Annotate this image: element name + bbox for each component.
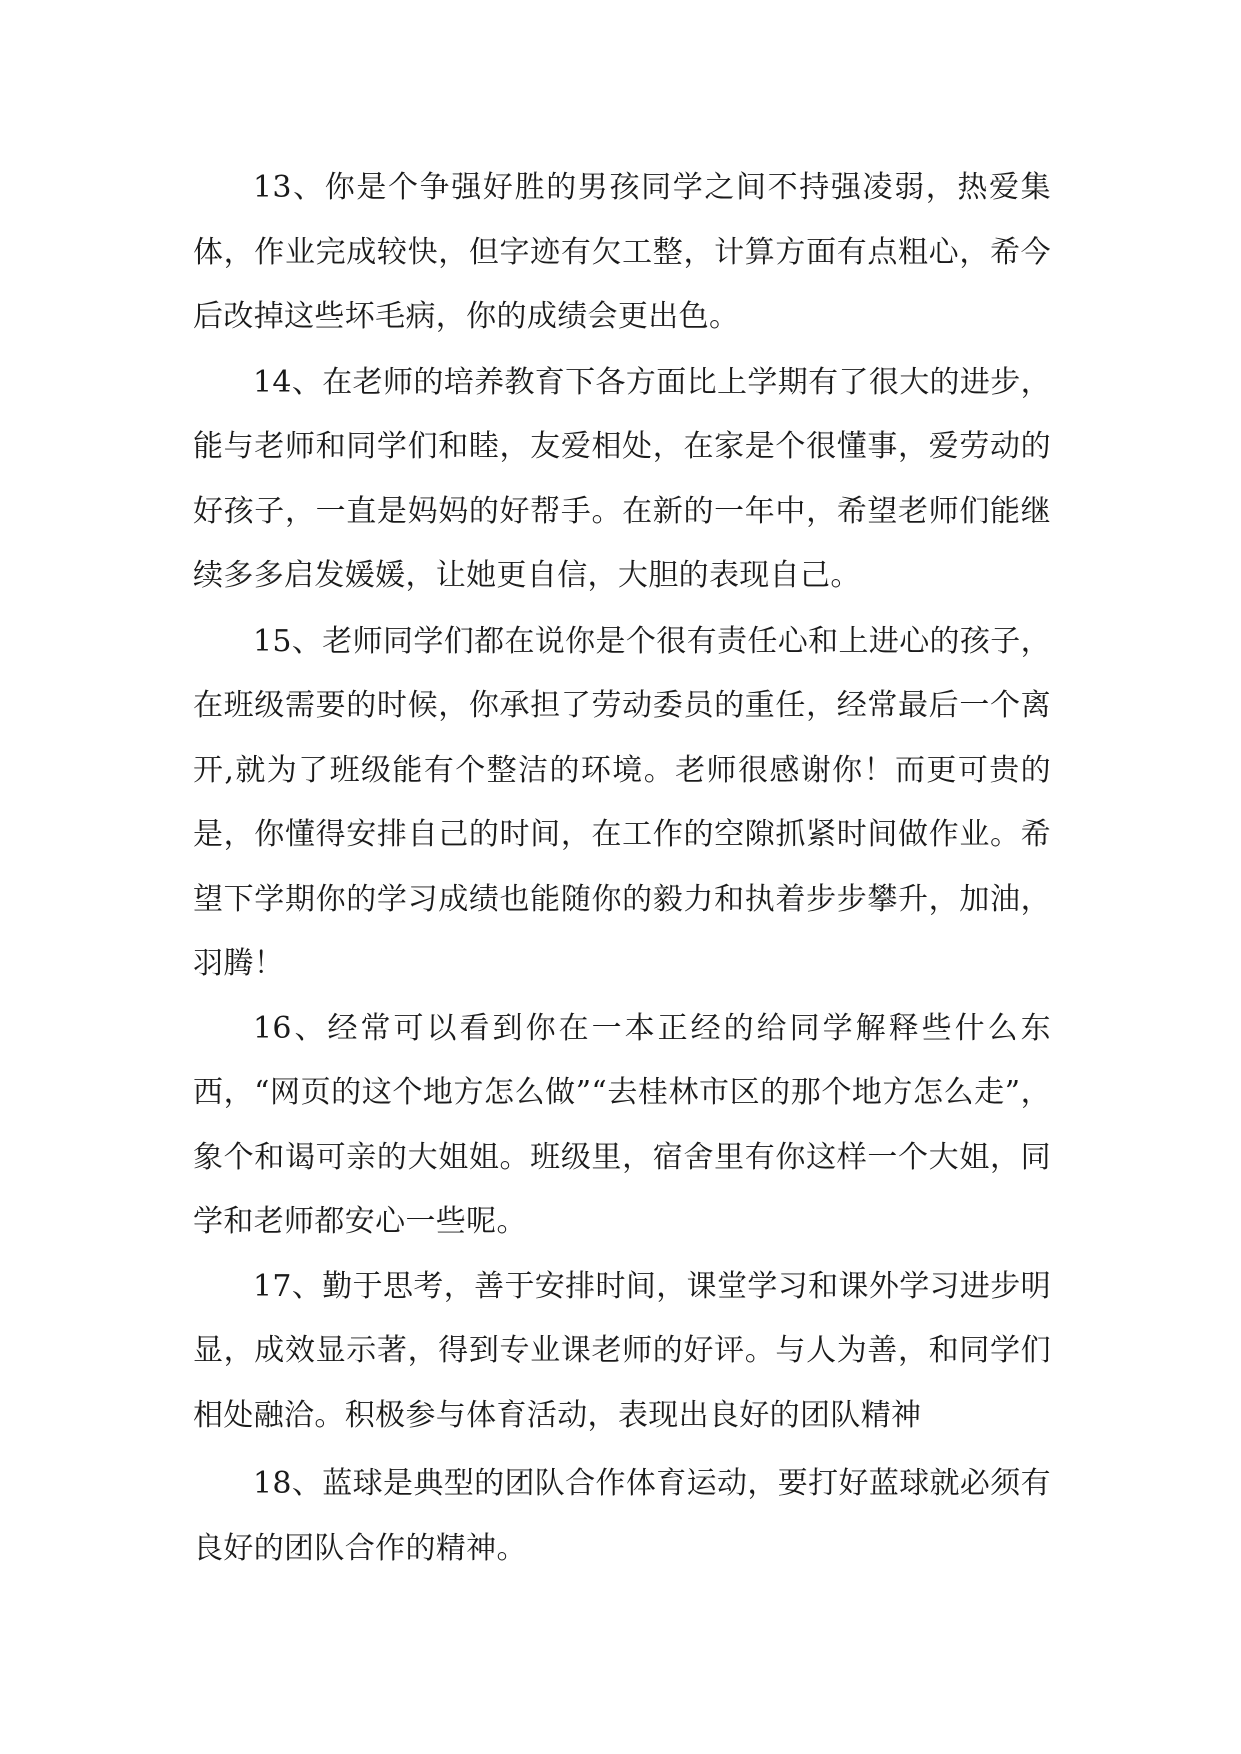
paragraph-13: 13、你是个争强好胜的男孩同学之间不持强凌弱，热爱集体，作业完成较快，但字迹有欠工整，计算方面有点粗心，希今后改掉这些坏毛病，你的成绩会更出色。 — [193, 170, 1051, 334]
paragraph-14: 14、在老师的培养教育下各方面比上学期有了很大的进步，能与老师和同学们和睦，友爱相处，在家是个很懂事，爱劳动的好孩子，一直是妈妈的好帮手。在新的一年中，希望老师们能继续多多启发媛媛，让她更自信，大胆的表现自己。 — [193, 364, 1051, 593]
paragraph-15: 15、老师同学们都在说你是个很有责任心和上进心的孩子，在班级需要的时候，你承担了劳动委员的重任，经常最后一个离开,就为了班级能有个整洁的环境。老师很感谢你！而更可贵的是，你懂得安排自己的时间，在工作的空隙抓紧时间做作业。希望下学期你的学习成绩也能随你的毅力和执着步步攀升，加油，羽腾！ — [193, 623, 1051, 981]
paragraph-16: 16、经常可以看到你在一本正经的给同学解释些什么东西，“网页的这个地方怎么做”“去桂林市区的那个地方怎么走”，象个和谒可亲的大姐姐。班级里，宿舍里有你这样一个大姐，同学和老师都安心一些呢。 — [193, 1010, 1051, 1239]
paragraph-18: 18、蓝球是典型的团队合作体育运动，要打好蓝球就必须有良好的团队合作的精神。 — [193, 1466, 1051, 1566]
paragraph-17: 17、勤于思考，善于安排时间，课堂学习和课外学习进步明显，成效显示著，得到专业课老师的好评。与人为善，和同学们相处融洽。积极参与体育活动，表现出良好的团队精神 — [193, 1268, 1051, 1433]
document-page — [193, 156, 1051, 1581]
